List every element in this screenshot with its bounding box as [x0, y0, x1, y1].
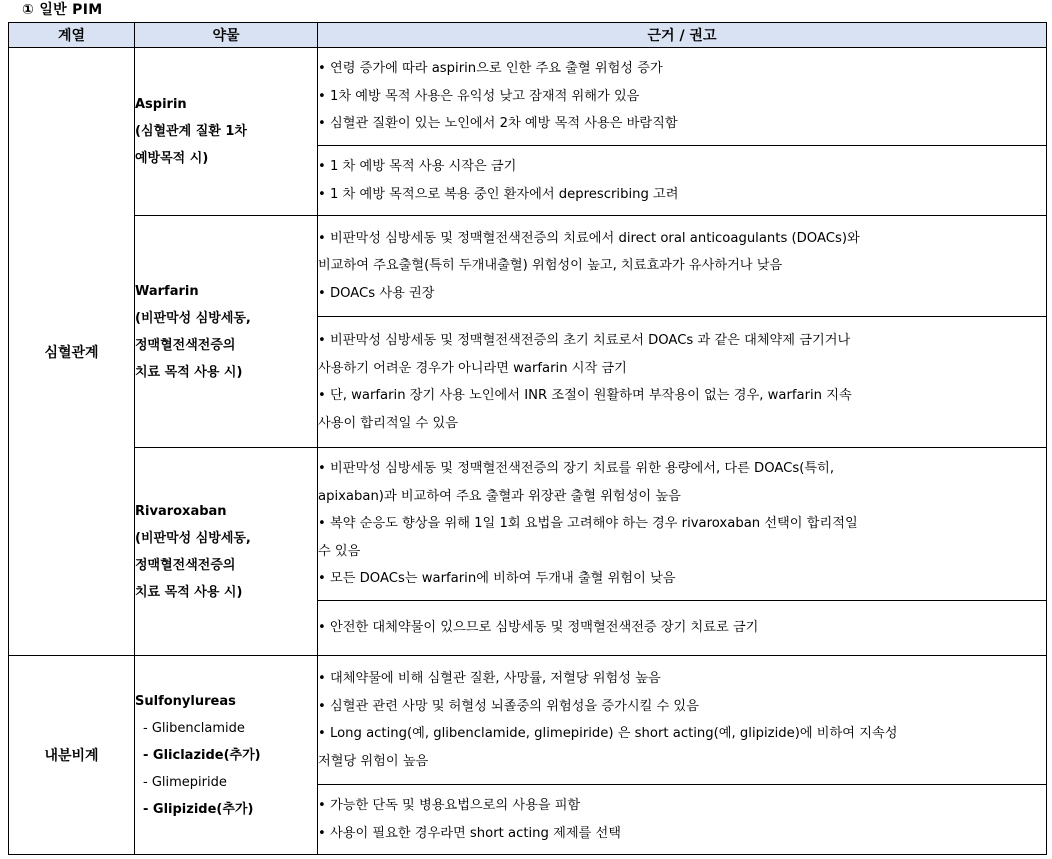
rec-line: • 1 차 예방 목적으로 복용 중인 환자에서 deprescribing 고려	[318, 186, 679, 202]
drug-condition: (비판막성 심방세동,	[135, 530, 251, 546]
recommendation-cell	[318, 216, 1047, 317]
drug-rivaroxaban	[135, 448, 318, 656]
rec-line: • 비판막성 심방세동 및 정맥혈전색전증의 장기 치료를 위한 용량에서, 다른 DOACs(특히,	[318, 461, 835, 477]
table-row	[9, 216, 1047, 317]
rec-line: • 비판막성 심방세동 및 정맥혈전색전증의 치료에서 direct oral anticoagulants (DOACs)와	[318, 230, 860, 246]
class-endocrine: 내분비계	[9, 656, 135, 855]
rec-line: • 안전한 대체약물이 있으므로 심방세동 및 정맥혈전색전증 장기 치료로 금기	[318, 620, 759, 636]
drug-condition: (심혈관계 질환 1차	[135, 124, 247, 139]
drug-aspirin	[135, 48, 318, 216]
rec-line: 수 있음	[318, 543, 361, 559]
rec-line: • 모든 DOACs는 warfarin에 비하여 두개내 출혈 위험이 낮음	[318, 571, 676, 587]
table-row	[9, 48, 1047, 146]
rec-line: 저혈당 위험이 높음	[318, 753, 429, 769]
drug-title: Sulfonylureas	[135, 693, 236, 709]
rec-line: • 가능한 단독 및 병용요법으로의 사용을 피함	[318, 798, 581, 813]
drug-sub-item: - Glibenclamide	[143, 720, 245, 736]
header-row	[9, 23, 1047, 48]
rec-line: • 복약 순응도 향상을 위해 1일 1회 요법을 고려해야 하는 경우 rivaroxaban 선택이 합리적일	[318, 516, 858, 532]
recommendation-cell	[318, 317, 1047, 448]
rec-line: 사용하기 어려운 경우가 아니라면 warfarin 시작 금기	[318, 360, 627, 376]
table-row	[9, 448, 1047, 601]
rec-line: • 1 차 예방 목적 사용 시작은 금기	[318, 159, 517, 174]
recommendation-cell	[318, 656, 1047, 785]
drug-sub-item: - Gliclazide(추가)	[143, 747, 261, 763]
rec-line: • 사용이 필요한 경우라면 short acting 제제를 선택	[318, 825, 621, 841]
drug-sulfonylureas	[135, 656, 318, 855]
table-row	[9, 656, 1047, 785]
rec-line: • 단, warfarin 장기 사용 노인에서 INR 조절이 원활하며 부작용이 없는 경우, warfarin 지속	[318, 388, 852, 403]
class-cardiovascular: 심혈관계	[9, 48, 135, 656]
rec-line: 비교하여 주요출혈(특히 두개내출혈) 위험성이 높고, 치료효과가 유사하거나 낮음	[318, 258, 783, 274]
drug-condition: 예방목적 시)	[135, 151, 209, 166]
header-class: 계열	[9, 23, 135, 48]
rec-line: • 심혈관 관련 사망 및 허혈성 뇌졸중의 위험성을 증가시킬 수 있음	[318, 698, 699, 714]
rec-line: • 비판막성 심방세동 및 정맥혈전색전증의 초기 치료로서 DOACs 과 같은 대체약제 금기거나	[318, 333, 851, 348]
drug-condition: 치료 목적 사용 시)	[135, 584, 243, 600]
pim-table	[8, 22, 1047, 855]
drug-condition: 정맥혈전색전증의	[135, 337, 236, 353]
header-rec: 근거 / 권고	[318, 23, 1047, 48]
rec-line: • DOACs 사용 권장	[318, 285, 435, 301]
drug-sub-item: - Glipizide(추가)	[143, 801, 254, 817]
rec-line: 사용이 합리적일 수 있음	[318, 415, 458, 431]
rec-line: • 심혈관 질환이 있는 노인에서 2차 예방 목적 사용은 바람직함	[318, 116, 678, 132]
recommendation-cell	[318, 601, 1047, 656]
recommendation-cell	[318, 146, 1047, 216]
drug-condition: (비판막성 심방세동,	[135, 310, 251, 326]
drug-warfarin	[135, 216, 318, 448]
rec-line: apixaban)과 비교하여 주요 출혈과 위장관 출혈 위험성이 높음	[318, 488, 681, 504]
drug-condition: 정맥혈전색전증의	[135, 557, 236, 573]
recommendation-cell	[318, 448, 1047, 601]
drug-condition: 치료 목적 사용 시)	[135, 364, 243, 380]
section-title: ① 일반 PIM	[22, 2, 103, 18]
rec-line: • 대체약물에 비해 심혈관 질환, 사망률, 저혈당 위험성 높음	[318, 671, 661, 686]
recommendation-cell	[318, 48, 1047, 146]
drug-sub-item: - Glimepiride	[143, 774, 227, 790]
rec-line: • Long acting(예, glibenclamide, glimepiride) 은 short acting(예, glipizide)에 비하여 지속성	[318, 726, 898, 741]
recommendation-cell	[318, 785, 1047, 855]
drug-title: Aspirin	[135, 97, 187, 112]
header-drug: 약물	[135, 23, 318, 48]
drug-title: Rivaroxaban	[135, 503, 227, 519]
rec-line: • 연령 증가에 따라 aspirin으로 인한 주요 출혈 위험성 증가	[318, 61, 663, 77]
rec-line: • 1차 예방 목적 사용은 유익성 낮고 잠재적 위해가 있음	[318, 88, 640, 104]
drug-title: Warfarin	[135, 283, 199, 299]
